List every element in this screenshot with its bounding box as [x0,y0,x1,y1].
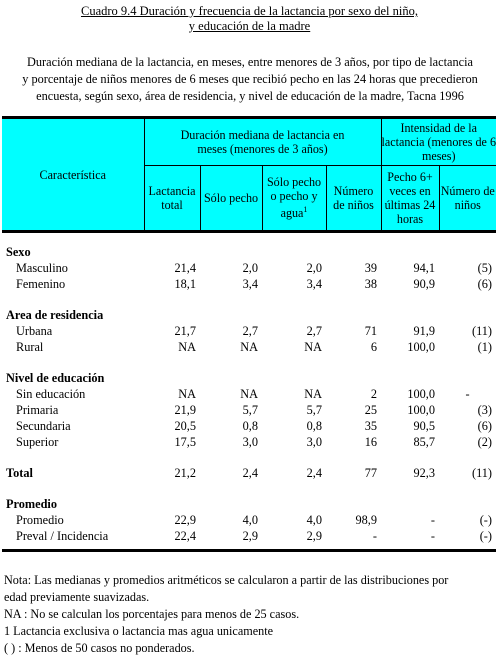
header-numero-ninos-1: Número de niños [326,166,381,232]
cell-pecho-6: - [381,529,439,551]
cell-numero-ninos-1: 25 [364,403,377,417]
table-row [2,340,496,356]
title-line-2: y educación de la madre [188,19,311,33]
row-label: Promedio [16,513,64,527]
cell-solo-pecho-agua: NA [304,340,322,354]
cell-solo-pecho: 3,4 [242,277,258,291]
header-pecho-6-veces: Pecho 6+ veces en últimas 24 horas [381,166,439,232]
table-row [2,277,496,293]
cell-lactancia-total: 17,5 [174,435,196,449]
header-solo-pecho: Sólo pecho [200,166,262,232]
cell-numero-ninos-1: 71 [364,324,377,338]
cell-solo-pecho-agua: 5,7 [306,403,322,417]
cell-pecho-6: 100,0 [407,403,435,417]
cell-numero-ninos-1: 6 [370,340,377,354]
total-row [2,466,496,482]
row-label: Superior [16,435,59,449]
cell-numero-ninos-2: (11) [471,466,492,480]
cell-solo-pecho: 0,8 [242,419,258,433]
cell-lactancia-total: NA [178,340,196,354]
subtitle-line-2: y porcentaje de niños menores de 6 meses que recibió pecho en las 24 horas que precedieron [22,72,478,86]
cell-numero-ninos-1: 35 [364,419,377,433]
section-sexo: Sexo [6,245,31,259]
cell-lactancia-total: 22,9 [174,513,196,527]
table-row [2,419,496,435]
cell-lactancia-total: 21,2 [174,466,196,480]
cell-solo-pecho-agua: 2,4 [306,466,322,480]
title-line-1: Cuadro 9.4 Duración y frecuencia de la lactancia por sexo del niño, [80,4,419,18]
cell-lactancia-total: NA [178,387,196,401]
table-row [2,403,496,419]
table-row [2,435,496,451]
cell-numero-ninos-2: (1) [477,340,492,354]
cell-solo-pecho-agua: 3,4 [306,277,322,291]
header-group-duracion: Duración mediana de lactancia en meses (menores de 3 años) [144,118,381,166]
row-label: Urbana [16,324,53,338]
cell-solo-pecho-agua: NA [304,387,322,401]
cell-pecho-6: 100,0 [407,340,435,354]
cell-solo-pecho: 2,7 [242,324,258,338]
cell-solo-pecho-agua: 2,0 [306,261,322,275]
cell-pecho-6: - [430,513,435,527]
cell-numero-ninos-1: 98,9 [355,513,377,527]
cell-solo-pecho: 4,0 [242,513,258,527]
cell-solo-pecho: 3,0 [242,435,258,449]
note-footnote-1: 1 Lactancia exclusiva o lactancia mas agua unicamente [4,624,274,638]
note-parentheses: ( ) : Menos de 50 casos no ponderados. [4,641,195,655]
table-subtitle [10,54,490,105]
cell-lactancia-total: 20,5 [174,419,196,433]
section-promedio: Promedio [6,497,58,511]
row-label: Secundaria [16,419,71,433]
cell-numero-ninos-2: (6) [477,277,492,291]
cell-numero-ninos-2: (6) [477,419,492,433]
cell-numero-ninos-1: 77 [364,466,377,480]
cell-solo-pecho-agua: 3,0 [306,435,322,449]
footnote-marker: 1 [303,205,308,215]
cell-pecho-6: 92,3 [413,466,435,480]
row-label: Primaria [16,403,59,417]
table-row [2,529,496,551]
table-title [0,4,499,34]
cell-pecho-6: 90,9 [413,277,435,291]
subtitle-line-3: encuesta, según sexo, área de residencia, y nivel de educación de la madre, Tacna 1996 [36,89,464,103]
cell-lactancia-total: 21,4 [174,261,196,275]
table-notes [4,572,494,657]
table-row [2,324,496,340]
row-label: Rural [16,340,44,354]
cell-solo-pecho-agua: 2,7 [306,324,322,338]
cell-solo-pecho: 2,4 [242,466,258,480]
cell-numero-ninos-2: (11) [471,324,492,338]
header-lactancia-total: Lactancia total [144,166,200,232]
header-solo-pecho-agua: Sólo pecho o pecho y agua$^1$ [262,166,326,232]
row-label: Sin educación [16,387,86,401]
cell-pecho-6: 85,7 [413,435,435,449]
row-label: Masculino [16,261,68,275]
subtitle-line-1: Duración mediana de la lactancia, en meses, entre menores de 3 años, por tipo de lactancia [27,55,473,69]
cell-lactancia-total: 21,9 [174,403,196,417]
row-label: Preval / Incidencia [2,529,144,551]
cell-numero-ninos-1: 16 [364,435,377,449]
cell-numero-ninos-2: (5) [477,261,492,275]
cell-solo-pecho: 2,0 [242,261,258,275]
cell-solo-pecho-agua: 2,9 [262,529,326,551]
cell-numero-ninos-1: 39 [364,261,377,275]
header-characteristic: Característica [2,118,144,232]
header-group-intensidad: Intensidad de la lactancia (menores de 6 meses) [381,118,496,166]
cell-lactancia-total: 22,4 [144,529,200,551]
cell-lactancia-total: 18,1 [174,277,196,291]
cell-solo-pecho: NA [240,387,258,401]
cell-pecho-6: 90,5 [413,419,435,433]
cell-numero-ninos-2: (2) [477,435,492,449]
cell-numero-ninos-1: - [326,529,381,551]
section-nivel-educacion: Nivel de educación [6,371,105,385]
cell-solo-pecho: 2,9 [200,529,262,551]
note-1: Nota: Las medianas y promedios aritméticos se calcularon a partir de las distribuciones por [4,573,449,587]
lactancia-table [2,116,496,552]
cell-numero-ninos-2: - [465,387,470,401]
table-row [2,513,496,529]
row-label: Femenino [16,277,66,291]
cell-pecho-6: 91,9 [413,324,435,338]
cell-pecho-6: 100,0 [407,387,435,401]
table-row [2,387,496,403]
note-na: NA : No se calculan los porcentajes para menos de 25 casos. [4,607,300,621]
table-row [2,261,496,277]
row-label-total: Total [6,466,33,480]
cell-numero-ninos-2: (-) [439,529,496,551]
cell-numero-ninos-2: (-) [479,513,492,527]
cell-solo-pecho-agua: 4,0 [306,513,322,527]
cell-numero-ninos-1: 2 [370,387,377,401]
cell-solo-pecho: 5,7 [242,403,258,417]
cell-numero-ninos-2: (3) [477,403,492,417]
cell-solo-pecho: NA [240,340,258,354]
cell-numero-ninos-1: 38 [364,277,377,291]
cell-pecho-6: 94,1 [413,261,435,275]
cell-lactancia-total: 21,7 [174,324,196,338]
note-2: edad previamente suavizadas. [4,590,150,604]
header-numero-ninos-2: Número de niños [439,166,496,232]
section-area-residencia: Area de residencia [6,308,104,322]
cell-solo-pecho-agua: 0,8 [306,419,322,433]
